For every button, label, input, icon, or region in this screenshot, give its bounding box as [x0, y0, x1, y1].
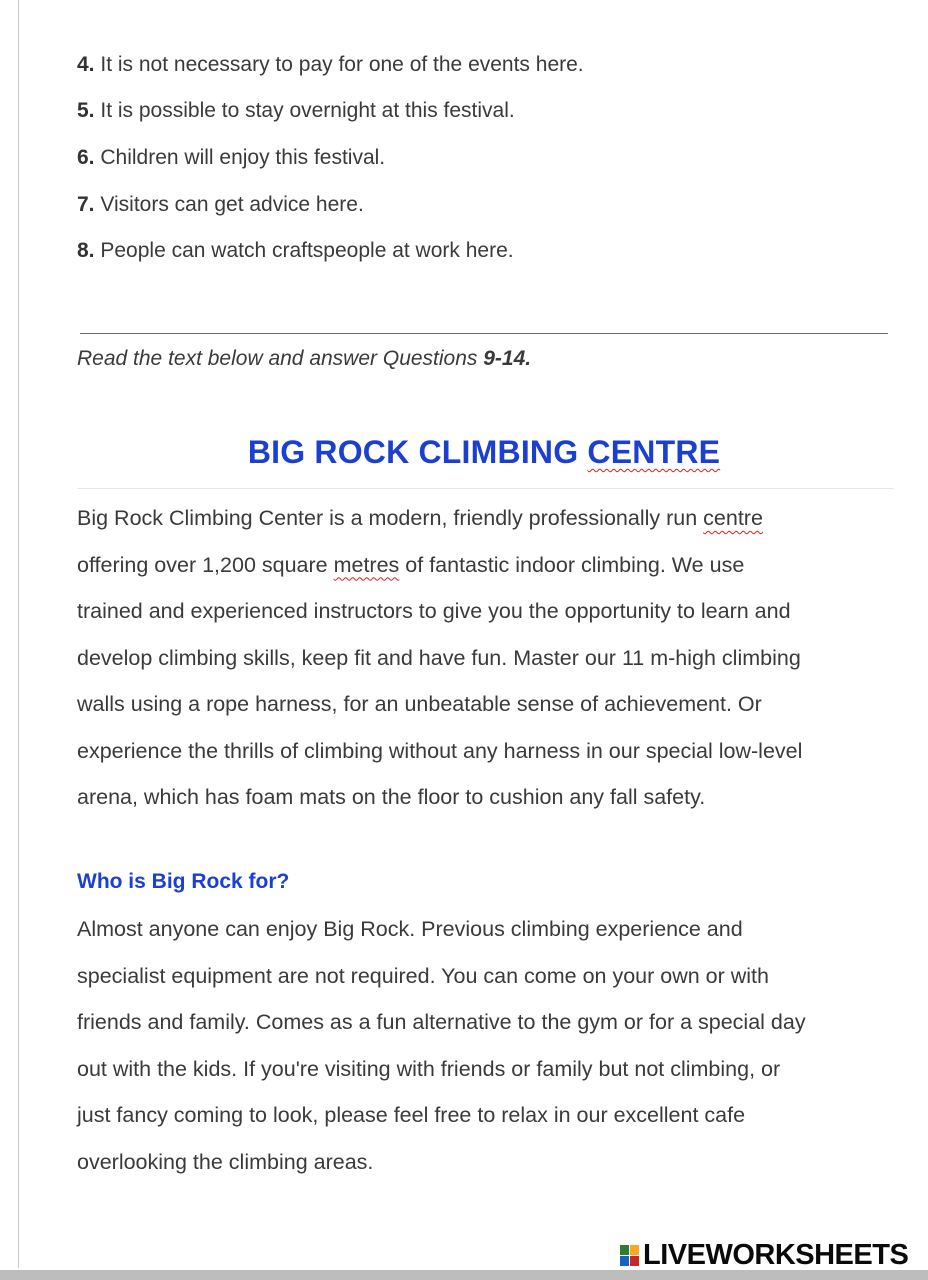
statement-4	[77, 53, 584, 77]
watermark-text: LIVEWORKSHEETS	[643, 1238, 909, 1271]
instruction	[77, 347, 531, 371]
title-text-flagged: CENTRE	[587, 434, 721, 470]
paragraph-line: offering over 1,200 square metres of fantastic indoor climbing. We use	[77, 552, 745, 577]
page-title	[0, 434, 928, 471]
body-paragraph	[77, 906, 897, 1185]
spellcheck-word: centre	[703, 506, 763, 530]
paragraph-line: experience the thrills of climbing without any harness in our special low-level	[77, 738, 803, 763]
paragraph-line: specialist equipment are not required. You can come on your own or with	[77, 963, 769, 988]
paragraph-line: out with the kids. If you're visiting with friends or family but not climbing, or	[77, 1056, 781, 1081]
question-range: 9-14.	[483, 347, 532, 370]
statement-8	[77, 239, 514, 263]
statement-text: It is not necessary to pay for one of the events here.	[100, 53, 584, 76]
statement-text: Children will enjoy this festival.	[100, 146, 386, 169]
intro-paragraph	[77, 495, 897, 821]
section-divider	[80, 333, 888, 334]
statement-number: 8.	[77, 239, 95, 262]
paragraph-line: develop climbing skills, keep fit and have fun. Master our 11 m-high climbing	[77, 645, 801, 670]
title-text: BIG ROCK CLIMBING	[247, 434, 588, 470]
section-heading: Who is Big Rock for?	[77, 870, 290, 893]
statement-text: People can watch craftspeople at work here.	[100, 239, 514, 262]
paragraph-line: walls using a rope harness, for an unbeatable sense of achievement. Or	[77, 692, 762, 716]
statement-number: 6.	[77, 146, 95, 169]
statement-7	[77, 193, 364, 217]
instruction-text: Read the text below and answer Questions	[77, 347, 484, 370]
liveworksheets-logo-icon	[620, 1245, 639, 1266]
statement-6	[77, 146, 385, 170]
statement-number: 7.	[77, 193, 95, 216]
liveworksheets-watermark	[620, 1238, 908, 1272]
statement-number: 5.	[77, 99, 95, 122]
paragraph-line: overlooking the climbing areas.	[77, 1149, 374, 1174]
statement-text: It is possible to stay overnight at this festival.	[100, 99, 515, 122]
paragraph-line: Big Rock Climbing Center is a modern, friendly professionally run centre	[77, 506, 763, 530]
paragraph-line: arena, which has foam mats on the floor to cushion any fall safety.	[77, 785, 706, 809]
paragraph-line: friends and family. Comes as a fun alternative to the gym or for a special day	[77, 1010, 806, 1034]
paragraph-line: trained and experienced instructors to give you the opportunity to learn and	[77, 599, 791, 623]
spellcheck-word: metres	[333, 552, 400, 577]
statement-5	[77, 99, 515, 123]
paragraph-line: just fancy coming to look, please feel free to relax in our excellent cafe	[77, 1103, 746, 1127]
statement-text: Visitors can get advice here.	[100, 193, 364, 216]
paragraph-line: Almost anyone can enjoy Big Rock. Previous climbing experience and	[77, 917, 743, 941]
statement-number: 4.	[77, 53, 95, 76]
left-border	[18, 0, 19, 1268]
title-divider	[77, 488, 893, 489]
bottom-edge	[0, 1270, 928, 1280]
